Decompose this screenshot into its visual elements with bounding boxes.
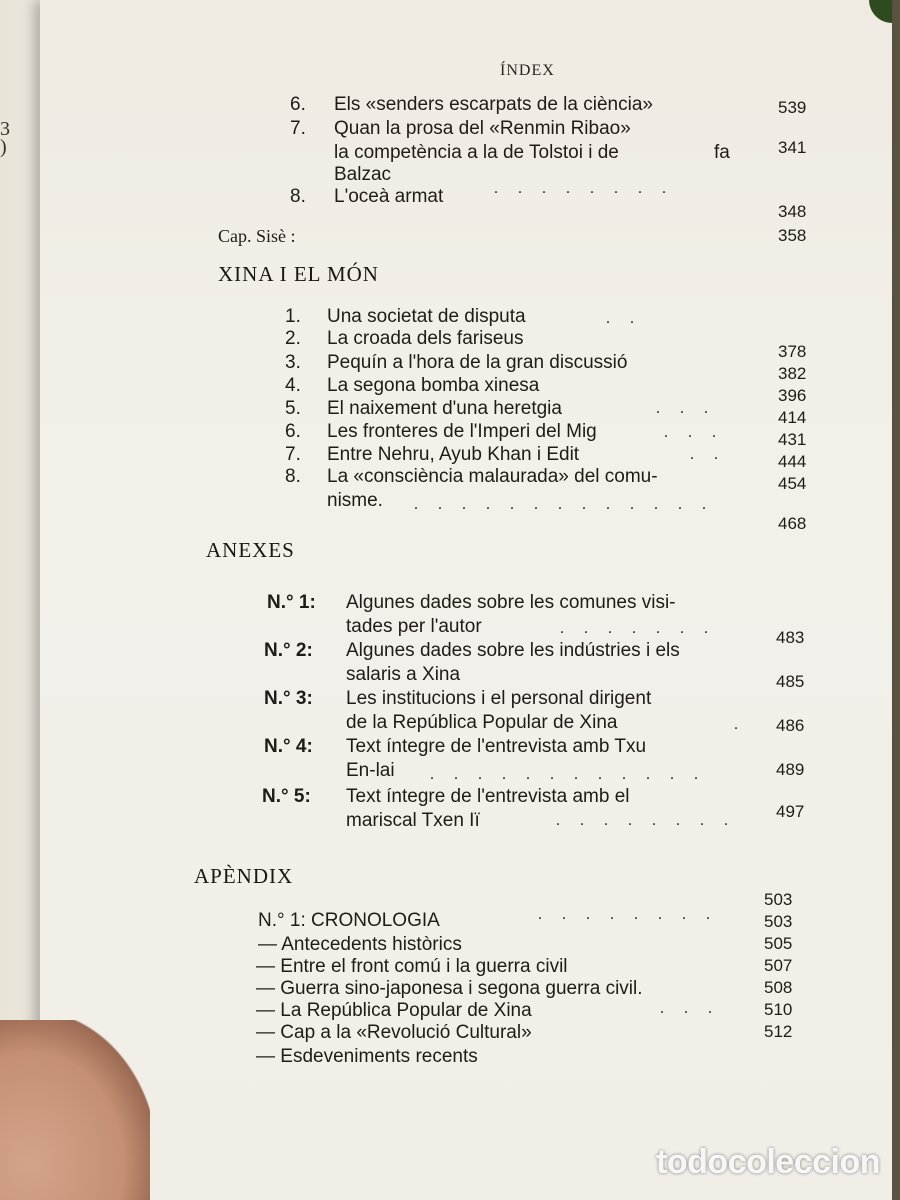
chapter-label: Cap. Sisè :	[218, 226, 296, 246]
toc-entry: L'oceà armat	[334, 186, 444, 207]
annex-label: N.° 5:	[262, 786, 311, 807]
toc-page: 431	[778, 430, 807, 449]
section-title-xina: XINA I EL MÓN	[218, 262, 379, 286]
leader-dots: . . . . . . .	[560, 620, 716, 637]
toc-page: 497	[776, 802, 805, 821]
annex-entry: Algunes dades sobre les comunes visi-	[346, 592, 676, 613]
annex-entry: Les institucions i el personal dirigent	[346, 688, 652, 709]
toc-entry-continued: la competència a la de Tolstoi i de	[334, 142, 619, 163]
toc-label: 3.	[285, 352, 301, 373]
page-header: ÍNDEX	[500, 62, 555, 79]
toc-label: 7.	[285, 444, 301, 465]
leader-dots: . . . . . . . .	[494, 180, 674, 197]
leader-dots: . . .	[664, 424, 724, 441]
toc-page: 341	[778, 138, 807, 157]
toc-label: 7.	[290, 118, 306, 139]
annex-entry: Text íntegre de l'entrevista amb el	[346, 786, 630, 807]
page-corner-shadow	[852, 0, 892, 40]
toc-page: 378	[778, 342, 807, 361]
appendix-entry: — Cap a la «Revolució Cultural»	[256, 1022, 532, 1043]
leader-dots: . . . . . . . . . . . . .	[414, 496, 714, 513]
toc-page: 444	[778, 452, 807, 471]
toc-label: 6.	[290, 94, 306, 115]
toc-entry: Els «senders escarpats de la ciència»	[334, 94, 653, 115]
toc-entry: Entre Nehru, Ayub Khan i Edit	[327, 444, 580, 465]
toc-entry-continued: nisme.	[327, 490, 383, 511]
toc-label: 8.	[290, 186, 306, 207]
toc-entry: La «consciència malaurada» del comu-	[327, 466, 658, 487]
annex-label: N.° 2:	[264, 640, 313, 661]
toc-label: 6.	[285, 421, 301, 442]
annex-entry-continued: En-lai	[346, 760, 395, 781]
leader-dots: . .	[606, 310, 642, 327]
toc-page: 512	[764, 1022, 793, 1041]
leader-dots: . . . . . . . . . . . .	[430, 766, 706, 783]
toc-page: 489	[776, 760, 805, 779]
toc-entry: La croada dels fariseus	[327, 328, 524, 349]
appendix-entry: — La República Popular de Xina	[256, 1000, 532, 1021]
toc-entry: La segona bomba xinesa	[327, 375, 540, 396]
toc-page: 485	[776, 672, 805, 691]
annex-label: N.° 1:	[267, 592, 316, 613]
toc-entry-suffix: fa	[714, 142, 730, 163]
toc-page: 414	[778, 408, 807, 427]
toc-page: 382	[778, 364, 807, 383]
annex-entry-continued: de la República Popular de Xina	[346, 712, 618, 733]
left-page-marks: 3 )	[0, 118, 10, 158]
toc-page: 539	[778, 98, 807, 117]
annex-label: N.° 4:	[264, 736, 313, 757]
toc-page: 483	[776, 628, 805, 647]
toc-label: 8.	[285, 466, 301, 487]
appendix-entry: — Esdeveniments recents	[256, 1046, 478, 1067]
annex-entry-continued: mariscal Txen Iï	[346, 810, 480, 831]
section-title-apendix: APÈNDIX	[194, 864, 294, 888]
toc-page: 348	[778, 202, 807, 221]
toc-entry: Una societat de disputa	[327, 306, 526, 327]
toc-page: 508	[764, 978, 793, 997]
toc-entry: Quan la prosa del «Renmin Ribao»	[334, 118, 631, 139]
toc-entry: El naixement d'una heretgia	[327, 398, 562, 419]
toc-entry: Pequín a l'hora de la gran discussió	[327, 352, 628, 373]
toc-page: 486	[776, 716, 805, 735]
leader-dots: . . . . . . . .	[538, 906, 718, 923]
toc-page: 503	[764, 890, 793, 909]
toc-page: 503	[764, 912, 793, 931]
toc-label: 5.	[285, 398, 301, 419]
appendix-entry: — Antecedents històrics	[258, 934, 462, 955]
thumb	[0, 1020, 150, 1200]
watermark-logo: todocoleccion	[656, 1143, 880, 1181]
annex-entry: Text íntegre de l'entrevista amb Txu	[346, 736, 647, 757]
toc-page: 505	[764, 934, 793, 953]
toc-page: 468	[778, 514, 807, 533]
leader-dots: . . .	[660, 1000, 720, 1017]
toc-label: 1.	[285, 306, 301, 327]
toc-entry: Les fronteres de l'Imperi del Mig	[327, 421, 597, 442]
leader-dots: . . .	[656, 400, 716, 417]
annex-entry-continued: tades per l'autor	[346, 616, 482, 637]
leader-dots: . . . . . . . .	[556, 812, 736, 829]
annex-entry: Algunes dades sobre les indústries i els	[346, 640, 680, 661]
leader-dots: .	[734, 716, 746, 733]
toc-page: 396	[778, 386, 807, 405]
toc-label: 2.	[285, 328, 301, 349]
toc-page: 358	[778, 226, 807, 245]
toc-page: 507	[764, 956, 793, 975]
appendix-entry: — Guerra sino-japonesa i segona guerra civil.	[256, 978, 643, 999]
appendix-entry: N.° 1: CRONOLOGIA	[258, 910, 440, 931]
appendix-entry: — Entre el front comú i la guerra civil	[256, 956, 568, 977]
toc-label: 4.	[285, 375, 301, 396]
toc-page: 510	[764, 1000, 793, 1019]
annex-label: N.° 3:	[264, 688, 313, 709]
section-title-anexes: ANEXES	[206, 538, 295, 562]
toc-page: 454	[778, 474, 807, 493]
annex-entry-continued: salaris a Xina	[346, 664, 461, 685]
leader-dots: . .	[690, 446, 726, 463]
toc-entry-continued: Balzac	[334, 164, 392, 185]
